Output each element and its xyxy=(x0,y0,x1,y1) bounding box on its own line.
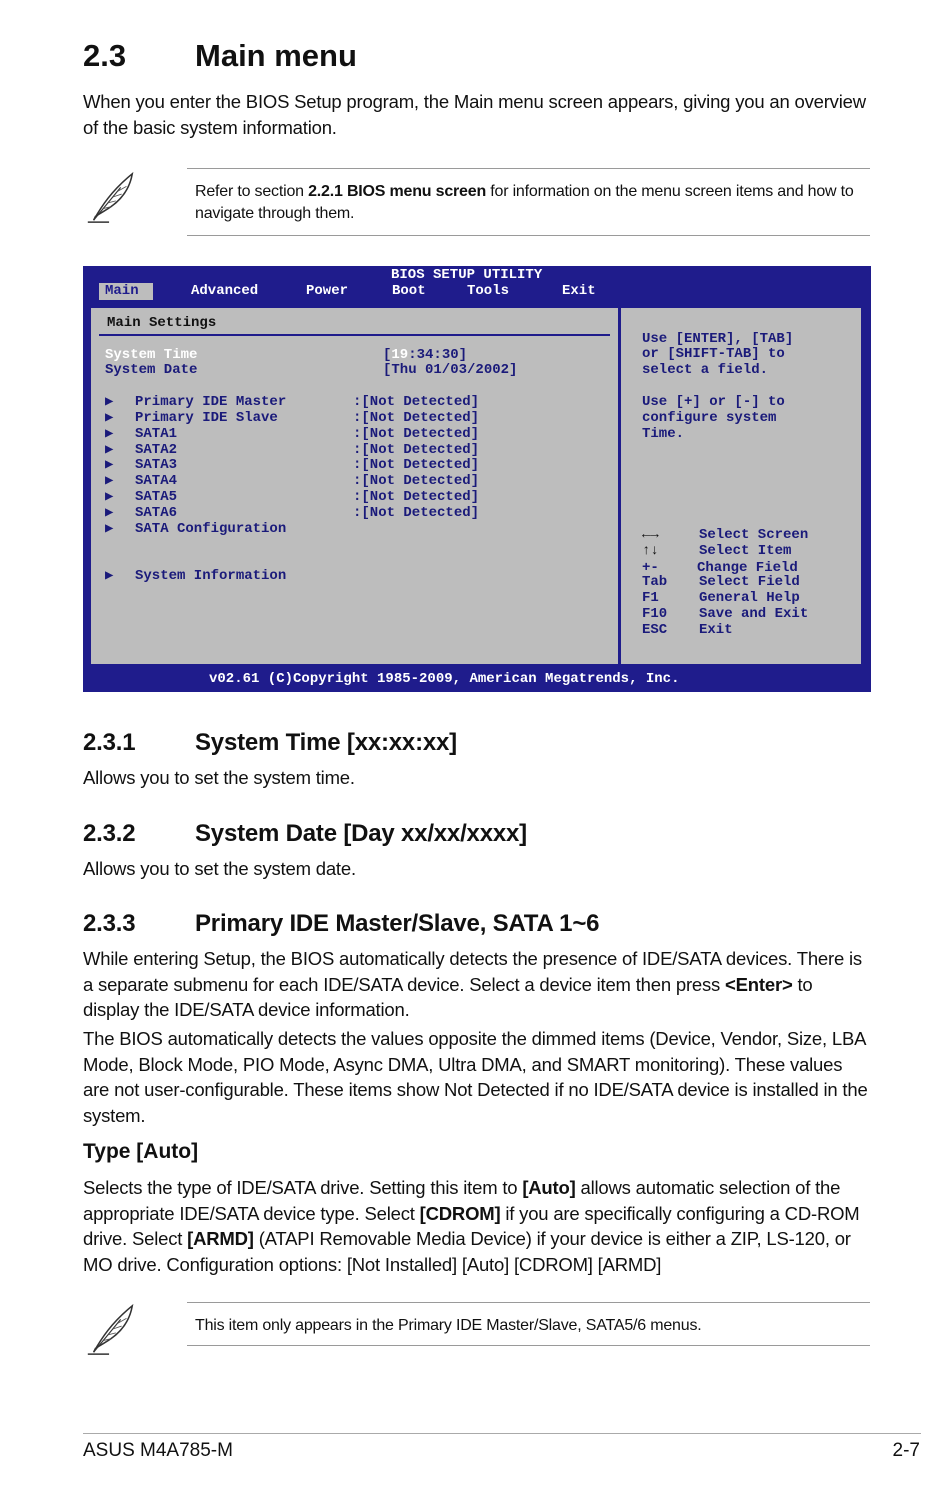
bios-arrow-icon: ▶ xyxy=(105,457,114,473)
bios-key-desc: Save and Exit xyxy=(699,606,809,622)
bios-key-desc: Exit xyxy=(699,622,733,638)
type-text: Selects the type of IDE/SATA drive. Setting this item to xyxy=(83,1177,523,1198)
bios-item-value: :[Not Detected] xyxy=(353,394,480,410)
bios-arrow-icon: ▶ xyxy=(105,473,114,489)
bios-item-value: :[Not Detected] xyxy=(353,410,480,426)
subsection-title: System Date [Day xx/xx/xxxx] xyxy=(195,820,527,847)
up-down-arrows-icon: ↑↓ xyxy=(642,543,659,559)
bios-arrow-icon: ▶ xyxy=(105,568,114,584)
system-time-description: Allows you to set the system time. xyxy=(83,767,355,788)
subsection-title: Primary IDE Master/Slave, SATA 1~6 xyxy=(195,910,600,937)
time-bracket: [ xyxy=(383,347,392,363)
subsection-number: 2.3.3 xyxy=(83,910,136,937)
bios-key-desc: Select Screen xyxy=(699,527,809,543)
time-rest: :34:30] xyxy=(408,347,468,363)
note-feather-icon xyxy=(82,1300,140,1358)
type-description xyxy=(83,1175,873,1277)
subsection-heading-2-3-3 xyxy=(83,910,599,938)
bios-tab-boot[interactable]: Boot xyxy=(392,283,426,299)
ide-detection-paragraph xyxy=(83,946,873,1023)
subsection-heading-2-3-2 xyxy=(83,820,527,848)
note-text: This item only appears in the Primary IDE Master/Slave, SATA5/6 menus. xyxy=(195,1317,702,1334)
subsection-title: System Time [xx:xx:xx] xyxy=(195,729,457,756)
note-text xyxy=(195,181,865,225)
footer-rule xyxy=(83,1433,921,1434)
bios-tab-advanced[interactable]: Advanced xyxy=(191,283,259,299)
bios-item-label[interactable]: Primary IDE Slave xyxy=(135,410,278,426)
bios-item-label[interactable]: SATA Configuration xyxy=(135,521,287,537)
enter-key-bold: <Enter> xyxy=(725,973,793,995)
bios-help-line: Use [+] or [-] to xyxy=(642,394,785,410)
note-bottom-rule xyxy=(187,235,870,236)
subsection-heading-2-3-1 xyxy=(83,729,457,757)
bios-system-time-label[interactable]: System Time xyxy=(105,347,198,363)
bios-item-label[interactable]: Primary IDE Master xyxy=(135,394,287,410)
bios-system-time-value[interactable] xyxy=(383,348,467,363)
ide-paragraph-end: to display the IDE/SATA device information. xyxy=(83,973,813,1020)
note-top-rule xyxy=(187,1302,870,1303)
dimmed-items-paragraph: The BIOS automatically detects the values opposite the dimmed items (Device, Vendor, Size, LBA Mode, Block Mode, PIO Mode, Async DMA, Ultra DMA, and SMART monitoring). These values are not user-configurable. These items show Not Detected if no IDE/SATA device is installed in the system. xyxy=(83,1028,868,1126)
bios-copyright: v02.61 (C)Copyright 1985-2009, American Megatrends, Inc. xyxy=(209,671,680,687)
bios-system-date-value[interactable]: [Thu 01/03/2002] xyxy=(383,362,518,378)
bios-item-value: :[Not Detected] xyxy=(353,442,480,458)
bios-key-desc: Change Field xyxy=(697,560,798,576)
bios-key-desc: Select Item xyxy=(699,543,792,559)
bios-item-value: :[Not Detected] xyxy=(353,457,480,473)
bios-item-label[interactable]: SATA2 xyxy=(135,442,178,458)
left-right-arrows-icon: ←→ xyxy=(642,527,659,543)
section-number: 2.3 xyxy=(83,38,127,73)
bios-key: F10 xyxy=(642,606,668,622)
type-option-bold: [Auto] xyxy=(522,1177,576,1198)
bios-arrow-icon: ▶ xyxy=(105,505,114,521)
bios-key-desc: General Help xyxy=(699,590,800,606)
bios-help-line: Use [ENTER], [TAB] xyxy=(642,331,794,347)
type-text: if you are specifically configuring a CD-ROM drive. Select xyxy=(83,1202,860,1249)
time-hour: 19 xyxy=(391,347,409,363)
bios-help-line: or [SHIFT-TAB] to xyxy=(642,346,785,362)
bios-tab-power[interactable]: Power xyxy=(306,283,349,299)
footer-product: ASUS M4A785-M xyxy=(83,1440,233,1461)
bios-item-label[interactable]: SATA6 xyxy=(135,505,178,521)
bios-item-value: :[Not Detected] xyxy=(353,473,480,489)
bios-key-desc: Select Field xyxy=(699,574,800,590)
section-title: Main menu xyxy=(195,38,357,73)
system-date-description: Allows you to set the system date. xyxy=(83,858,356,879)
bios-help-line: configure system xyxy=(642,410,777,426)
section-heading xyxy=(83,38,357,74)
bios-tab-tools[interactable]: Tools xyxy=(467,283,510,299)
type-option-bold: [CDROM] xyxy=(419,1202,501,1224)
subsection-number: 2.3.2 xyxy=(83,820,136,847)
bios-item-value: :[Not Detected] xyxy=(353,489,480,505)
bios-key: +- xyxy=(642,560,659,576)
bios-screen xyxy=(83,266,871,692)
bios-item-value: :[Not Detected] xyxy=(353,426,480,442)
type-text: (ATAPI Removable Media Device) if your device is either a ZIP, LS-120, or MO drive. Configuration options: [Not Installed] [Auto] [CDROM] [ARMD] xyxy=(83,1228,851,1275)
bios-arrow-icon: ▶ xyxy=(105,394,114,410)
bios-arrow-icon: ▶ xyxy=(105,426,114,442)
bios-tab-exit[interactable]: Exit xyxy=(562,283,596,299)
bios-panel-title: Main Settings xyxy=(107,315,217,331)
bios-system-date-label[interactable]: System Date xyxy=(105,362,198,378)
note-feather-icon xyxy=(82,168,140,226)
note-bottom-rule xyxy=(187,1345,870,1346)
footer-page-number: 2-7 xyxy=(892,1440,920,1461)
bios-title: BIOS SETUP UTILITY xyxy=(391,267,543,283)
note-top-rule xyxy=(187,168,870,169)
bios-key: F1 xyxy=(642,590,659,606)
bios-item-label[interactable]: SATA3 xyxy=(135,457,178,473)
subsection-number: 2.3.1 xyxy=(83,729,136,756)
bios-help-line: select a field. xyxy=(642,362,769,378)
intro-paragraph: When you enter the BIOS Setup program, the Main menu screen appears, giving you an overview of the basic system information. xyxy=(83,91,866,138)
bios-key: ESC xyxy=(642,622,668,638)
bios-arrow-icon: ▶ xyxy=(105,489,114,505)
bios-item-value: :[Not Detected] xyxy=(353,505,480,521)
bios-tab-main[interactable]: Main xyxy=(105,283,139,299)
bios-item-label[interactable]: SATA5 xyxy=(135,489,178,505)
bios-key: Tab xyxy=(642,574,668,590)
type-option-bold: [ARMD] xyxy=(187,1228,254,1249)
note-text-end: for information on the menu screen items and how to navigate through them. xyxy=(195,183,854,222)
bios-arrow-icon: ▶ xyxy=(105,442,114,458)
bios-divider xyxy=(618,306,621,666)
bios-item-label[interactable]: SATA1 xyxy=(135,426,178,442)
bios-item-label[interactable]: SATA4 xyxy=(135,473,178,489)
bios-system-information[interactable]: System Information xyxy=(135,568,287,584)
bios-help-line: Time. xyxy=(642,426,685,442)
bios-title-underline xyxy=(99,334,610,336)
bios-arrow-icon: ▶ xyxy=(105,521,114,537)
note-link-bold: 2.2.1 BIOS menu screen xyxy=(308,183,487,200)
type-auto-heading: Type [Auto] xyxy=(83,1140,199,1163)
note-text-start: Refer to section xyxy=(195,183,309,200)
bios-arrow-icon: ▶ xyxy=(105,410,114,426)
ide-paragraph-start: While entering Setup, the BIOS automatically detects the presence of IDE/SATA devices. There is a separate submenu for each IDE/SATA device. Select a device item then press xyxy=(83,948,862,995)
type-text: allows automatic selection of the appropriate IDE/SATA device type. Select xyxy=(83,1177,841,1224)
